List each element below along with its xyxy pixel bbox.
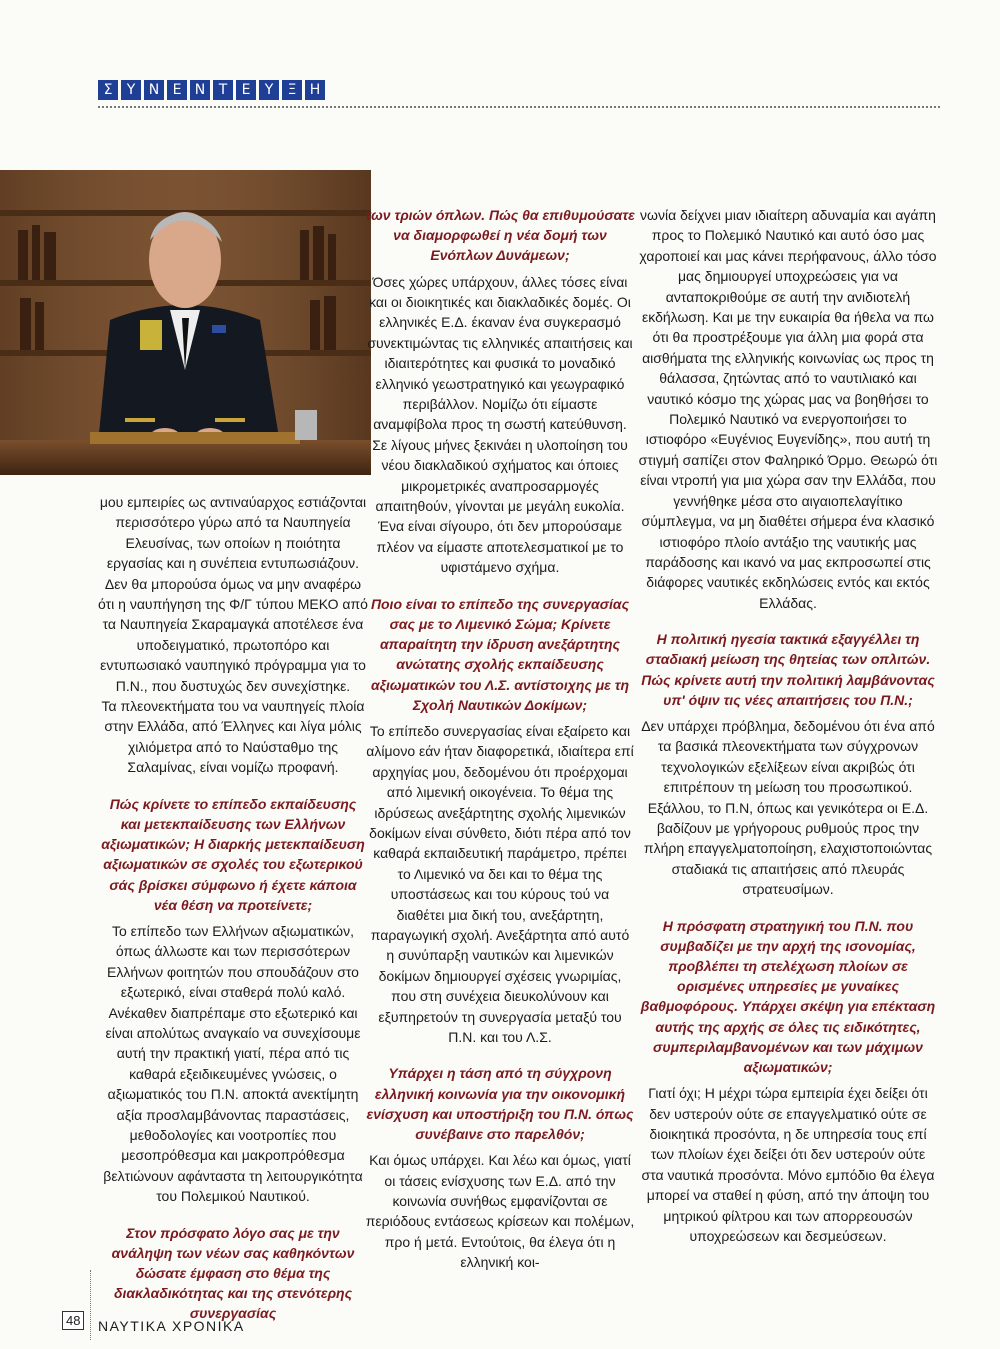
paragraph: νωνία δείχνει μιαν ιδιαίτερη αδυναμία και αγάπη προς το Πολεμικό Ναυτικό και αυτό όσο μας χαροποιεί και μας κάνει περήφανους, άλλο τόσο μας δημιουργεί υποχρεώσεις για να ανταποκριθούμε σε αυτή την ανιδιοτελή εκδήλωση. Και με την ευκαιρία θα ήθελα να πω ότι θα προστρέξουμε για άλλη μια φορά στα αισθήματα της ελληνικής κοινωνίας ως προς τη θάλασσα, ζητώντας από το ναυτιλιακό και ναυτικό κόσμο της χώρας μας να βοηθήσει το Πολεμικό Ναυτικό να ενεργοποιήσει το ιστιοφόρο «Ευγένιος Ευγενίδης», που αυτή τη στιγμή σαπίζει στον Φαληρικό Όρμο. Θεωρώ ότι είναι ντροπή για μια χώρα σαν την Ελλάδα, που γεννήθηκε μέσα στο αιγαιοπελαγίτικο σύμπλεγμα, να μη διαθέτει σήμερα ένα κλασικό ιστιοφόρο πλοίο αντάξιο της ναυτικής μας παράδοσης και ικανό να μας εκπροσωπεί στις διάφορες ναυτικές εκδηλώσεις εντός και εκτός Ελλάδας.: [638, 207, 938, 611]
interview-photo: [0, 170, 371, 475]
tag-letter: Υ: [121, 80, 141, 100]
paragraph: Το επίπεδο συνεργασίας είναι εξαίρετο και αλίμονο εάν ήταν διαφορετικά, ιδιαίτερα επί αρχηγίας μου, δεδομένου ότι προέρχομαι από λιμενική οικογένεια. Το θέμα της ιδρύσεως ανεξάρτητης σχολής λιμενικών δοκίμων είναι σύνθετο, διότι πέρα από τον καθαρά εκπαιδευτική παράμετρο, πρέπει το Λιμενικό να δει και το θέμα της υποστάσεως και του κύρους τού να διαθέτει μια δική του, ανεξάρτητη, παραγωγική σχολή. Ανεξάρτητα από αυτό η συνύπαρξη ναυτικών και λιμενικών δοκίμων δημιουργεί σχέσεις γνωριμίας, που στη συνέχεια διευκολύνουν και εξυπηρετούν τη συνεργασία μεταξύ του Π.Ν. και του Λ.Σ.: [366, 722, 634, 1046]
column-left: [98, 492, 368, 1324]
tag-letter: Ν: [190, 80, 210, 100]
tag-letter: Ε: [236, 80, 256, 100]
paragraph: Τα πλεονεκτήματα του να ναυπηγείς πλοία στην Ελλάδα, από Έλληνες και λίγα μόλις χιλιόμετρα από το Ναύσταθμο της Σαλαμίνας, είναι νομίζω προφανή.: [101, 698, 365, 776]
column-right: [638, 205, 938, 1246]
header-divider: [98, 106, 940, 108]
footer-divider: [90, 1270, 91, 1340]
interview-question: Πώς κρίνετε το επίπεδο εκπαίδευσης και μετεκπαίδευσης των Ελλήνων αξιωματικών; Η διαρκής μετεκπαίδευση αξιωματικών σε σχολές του εξωτερικού σάς βρίσκει σύμφωνο ή έχετε κάποια νέα θέση να προτείνετε;: [101, 795, 365, 913]
interview-question: Στον πρόσφατο λόγο σας με την ανάληψη των νέων σας καθηκόντων δώσατε έμφαση στο θέμα της διακλαδικότητας και της στενότερης συνεργασίας: [111, 1224, 355, 1322]
section-tag: [98, 80, 325, 100]
tag-letter: Ν: [144, 80, 164, 100]
page-number: 48: [62, 1311, 84, 1330]
tag-letter: Ε: [167, 80, 187, 100]
tag-letter: Τ: [213, 80, 233, 100]
paragraph: Γιατί όχι; Η μέχρι τώρα εμπειρία έχει δείξει ότι δεν υστερούν ούτε σε επαγγελματικό ούτε σε διοικητικά προσόντα, η δε υπηρεσία τους επί των πλοίων έχει δείξει ότι δεν υστερούν ούτε στα ναυτικά προσόντα. Μόνο εμπόδιο θα έλεγα μπορεί να σταθεί η φύση, από την άποψη του μητρικού φίλτρου και των απορρεουσών υποχρεώσεων και δεσμεύσεων.: [641, 1085, 935, 1245]
interview-question: των τριών όπλων. Πώς θα επιθυμούσατε να διαμορφωθεί η νέα δομή των Ενόπλων Δυνάμεων;: [365, 207, 635, 264]
interview-question: Ποιο είναι το επίπεδο της συνεργασίας σας με το Λιμενικό Σώμα; Κρίνετε απαραίτητη την ίδρυση ανεξάρτητης ανώτατης σχολής εκπαίδευσης αξιωματικών του Λ.Σ. αντίστοιχης με τη Σχολή Ναυτικών Δοκίμων;: [370, 595, 630, 713]
tag-letter: Υ: [259, 80, 279, 100]
interview-question: Υπάρχει η τάση από τη σύγχρονη ελληνική κοινωνία για την οικονομική ενίσχυση και υποστήριξη του Π.Ν. όπως συνέβαινε στο παρελθόν;: [366, 1065, 634, 1143]
paragraph: Όσες χώρες υπάρχουν, άλλες τόσες είναι και οι διοικητικές και διακλαδικές δομές. Οι ελληνικές Ε.Δ. έκαναν ένα συγκερασμό συνεκτιμώντας τις ελληνικές απαιτήσεις και ιδιαιτερότητες και φυσικά το μοναδικό ελληνικό γεωστρατηγικό και γεωγραφικό περιβάλλον. Νομίζω ότι είμαστε αναμφίβολα προς τη σωστή κατεύθυνση. Σε λίγους μήνες ξεκινάει η υλοποίηση του νέου διακλαδικού σχήματος και όποιες μικρομετρικές αναπροσαρμογές απαιτηθούν, γίνονται με μεγάλη ευκολία. Ένα είναι σίγουρο, ότι δεν μπορούσαμε πλέον να είμαστε αποτελεσματικοί με το υφιστάμενο σχήμα.: [367, 273, 633, 576]
tag-letter: Η: [305, 80, 325, 100]
interview-question: Η πρόσφατη στρατηγική του Π.Ν. που συμβαδίζει με την αρχή της ισονομίας, προβλέπει τη στελέχωση πλοίων σε ορισμένες υπηρεσίες με γυναίκες βαθμοφόρους. Υπάρχει σκέψη για επέκταση αυτής της αρχής σε όλες τις ειδικότητες, συμπεριλαμβανομένων και των μάχιμων αξιωματικών;: [640, 917, 936, 1076]
portrait-illustration: [0, 170, 371, 475]
paragraph: Δεν υπάρχει πρόβλημα, δεδομένου ότι ένα από τα βασικά πλεονεκτήματα των σύγχρονων τεχνολογικών εξελίξεων είναι ακριβώς ότι επιτρέπουν τη μείωση του προσωπικού. Εξάλλου, το Π.Ν, όπως και γενικότερα οι Ε.Δ. βαδίζουν με γρήγορους ρυθμούς προς την πλήρη επαγγελματοποίηση, ελαχιστοποιώντας σταδιακά τις απαιτήσεις από πλευράς στρατευσίμων.: [641, 717, 935, 898]
tag-letter: Ξ: [282, 80, 302, 100]
paragraph: Το επίπεδο των Ελλήνων αξιωματικών, όπως άλλωστε και των περισσότερων Ελλήνων φοιτητών που σπουδάζουν στο εξωτερικό, είναι σταθερά πολύ καλό. Ανέκαθεν διαπρέπαμε στο εξωτερικό και είναι απολύτως αναγκαίο να συνεχίσουμε αυτή την πρακτική γιατί, πέρα από τις καθαρά εξειδικευμένες γνώσεις, ο αξιωματικός του Π.Ν. αποκτά ανεκτίμητη αξία προσλαμβάνοντας παραστάσεις, μεθοδολογίες και νοοτροπίες που μεσοπρόθεσμα και μακροπρόθεσμα βελτιώνουν αφάνταστα τη λειτουργικότητα του Πολεμικού Ναυτικού.: [103, 922, 363, 1205]
publication-name: ΝΑΥΤΙΚΑ ΧΡΟΝΙΚΑ: [98, 1318, 245, 1334]
column-middle: [365, 205, 635, 1273]
paragraph: Και όμως υπάρχει. Και λέω και όμως, γιατί οι τάσεις ενίσχυσης των Ε.Δ. από την κοινωνία συνήθως εμφανίζονται σε περιόδους εντάσεως κρίσεων και πολέμων, προ ή μετά. Εντούτοις, θα έλεγα ότι η ελληνική κοι-: [365, 1152, 635, 1271]
interview-question: Η πολιτική ηγεσία τακτικά εξαγγέλλει τη σταδιακή μείωση της θητείας των οπλιτών. Πώς κρίνετε αυτή την πολιτική λαμβάνοντας υπ' όψιν τις νέες απαιτήσεις του Π.Ν.;: [641, 631, 935, 708]
paragraph: μου εμπειρίες ως αντιναύαρχος εστιάζονται περισσότερο γύρω από τα Ναυπηγεία Ελευσίνας, των οποίων η ποιότητα εργασίας και η συνέπεια εντυπωσιάζουν. Δεν θα μπορούσα όμως να μην αναφέρω ότι η ναυπήγηση της Φ/Γ τύπου ΜΕΚΟ από τα Ναυπηγεία Σκαραμαγκά αποτέλεσε ένα υποδειγματικό, πρωτοπόρο και εντυπωσιακό ναυπηγικό πρόγραμμα για το Π.Ν., που δυστυχώς δεν συνεχίστηκε.: [98, 494, 368, 694]
tag-letter: Σ: [98, 80, 118, 100]
